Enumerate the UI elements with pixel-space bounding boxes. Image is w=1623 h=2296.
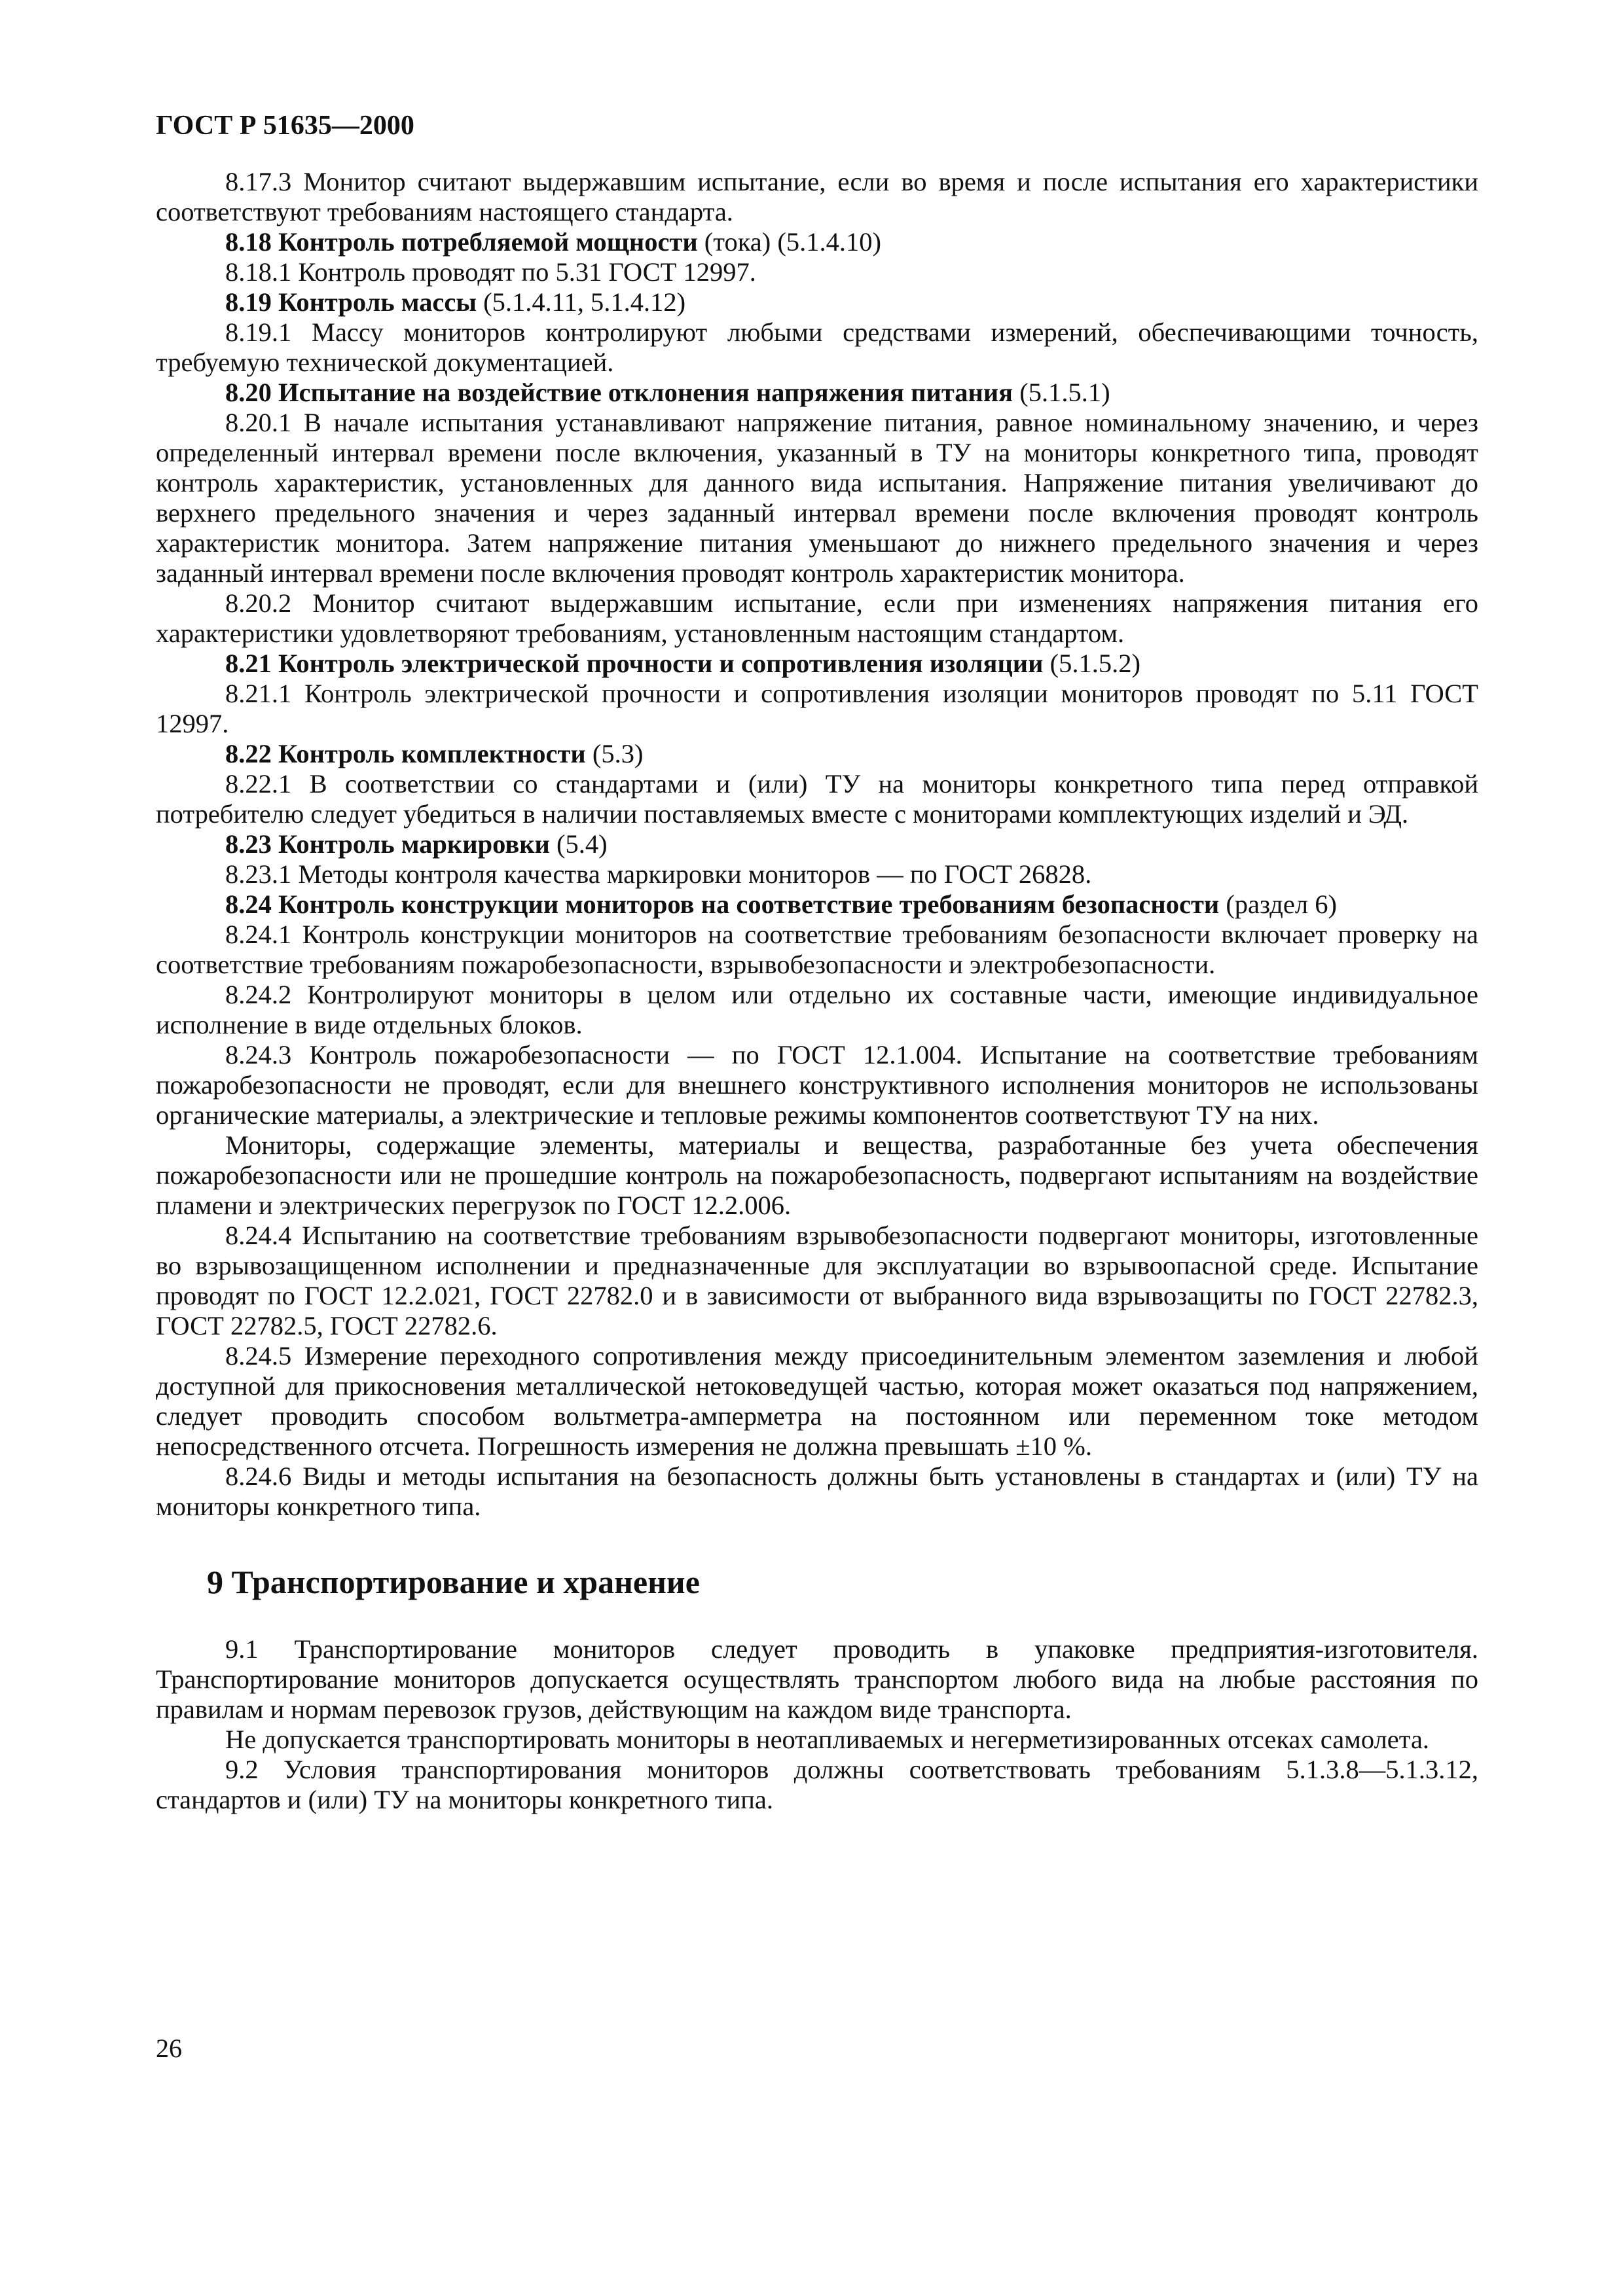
clause-title: Контроль конструкции мониторов на соответствие требованиям безопасности [278,889,1220,919]
clause-number: 8.18 [225,227,272,257]
clause-8-24-2: 8.24.2 Контролируют мониторы в целом или отдельно их составные части, имеющие индивидуальное исполнение в виде отдельных блоков. [156,980,1478,1039]
clause-title: Контроль электрической прочности и сопротивления изоляции [278,649,1044,678]
clause-reference: (тока) (5.1.4.10) [704,227,881,257]
clause-8-24-3: 8.24.3 Контроль пожаробезопасности — по ГОСТ 12.1.004. Испытание на соответствие требованиям пожаробезопасности не проводят, если для внешнего конструктивного исполнения мониторов не использованы органические материалы, а электрические и тепловые режимы компонентов соответствуют ТУ на них. [156,1040,1478,1130]
clause-8-20-1: 8.20.1 В начале испытания устанавливают напряжение питания, равное номинальному значению, и через определенный интервал времени после включения, указанный в ТУ на мониторы конкретного типа, проводят контроль характеристик, установленных для данного вида испытания. Напряжение питания увеличивают до верхнего предельного значения и через заданный интервал времени после включения проводят контроль характеристик монитора. Затем напряжение питания уменьшают до нижнего предельного значения и через заданный интервал времени после включения проводят контроль характеристик монитора. [156,408,1478,588]
clause-title: Испытание на воздействие отклонения напряжения питания [278,378,1013,407]
clause-8-18-1: 8.18.1 Контроль проводят по 5.31 ГОСТ 12997. [225,257,756,287]
clause-heading-8-24 [156,889,1478,920]
clause-8-21-1: 8.21.1 Контроль электрической прочности и сопротивления изоляции мониторов проводят по 5.11 ГОСТ 12997. [156,679,1478,738]
page-content [156,167,1478,1815]
clause-8-24-3-continued: Мониторы, содержащие элементы, материалы и вещества, разработанные без учета обеспечения пожаробезопасности или не прошедшие контроль на пожаробезопасность, подвергают испытаниям на воздействие пламени и электрических перегрузок по ГОСТ 12.2.006. [156,1130,1478,1220]
clause-heading-8-21 [156,649,1478,679]
clause-9-1: 9.1 Транспортирование мониторов следует проводить в упаковке предприятия-изготовителя. Транспортирование мониторов допускается осуществлять транспортом любого вида на любые расстояния по правилам и нормам перевозок грузов, действующим на каждом виде транспорта. [156,1634,1478,1724]
clause-9-2: 9.2 Условия транспортирования мониторов должны соответствовать требованиям 5.1.3.8—5.1.3.12, стандартов и (или) ТУ на мониторы конкретного типа. [156,1755,1478,1814]
clause-reference: (5.3) [592,739,644,768]
clause-8-24-5: 8.24.5 Измерение переходного сопротивления между присоединительным элементом заземления и любой доступной для прикосновения металлической нетоковедущей частью, которая может оказаться под напряжением, следует проводить способом вольтметра-амперметра на постоянном или переменном токе методом непосредственного отсчета. Погрешность измерения не должна превышать ±10 %. [156,1341,1478,1461]
clause-9-1-continued: Не допускается транспортировать мониторы в неотапливаемых и негерметизированных отсеках самолета. [225,1725,1430,1754]
clause-title: Контроль потребляемой мощности [278,227,698,257]
page-number: 26 [156,2034,182,2063]
clause-8-23-1: 8.23.1 Методы контроля качества маркировки мониторов — по ГОСТ 26828. [225,859,1092,889]
clause-8-19-1: 8.19.1 Массу мониторов контролируют любыми средствами измерений, обеспечивающими точность, требуемую технической документацией. [156,317,1478,377]
clause-reference: (5.1.5.2) [1049,649,1140,678]
clause-8-20-2: 8.20.2 Монитор считают выдержавшим испытание, если при изменениях напряжения питания его характеристики удовлетворяют требованиям, установленным настоящим стандартом. [156,588,1478,648]
clause-8-24-1: 8.24.1 Контроль конструкции мониторов на соответствие требованиям безопасности включает проверку на соответствие требованиям пожаробезопасности, взрывобезопасности и электробезопасности. [156,920,1478,979]
clause-title: Контроль маркировки [278,829,550,859]
clause-8-22-1: 8.22.1 В соответствии со стандартами и (или) ТУ на мониторы конкретного типа перед отправкой потребителю следует убедиться в наличии поставляемых вместе с мониторами комплектующих изделий и ЭД. [156,769,1478,829]
clause-title: Контроль массы [278,287,477,317]
clause-number: 8.19 [225,287,272,317]
section-heading-9: 9 Транспортирование и хранение [207,1564,700,1600]
clause-heading-8-23 [156,829,1478,859]
clause-reference: (5.1.5.1) [1019,378,1110,407]
clause-number: 8.23 [225,829,272,859]
clause-number: 8.20 [225,378,272,407]
clause-8-17-3: 8.17.3 Монитор считают выдержавшим испытание, если во время и после испытания его характеристики соответствуют требованиям настоящего стандарта. [156,167,1478,226]
clause-reference: (5.4) [556,829,608,859]
clause-heading-8-20 [156,378,1478,408]
document-header: ГОСТ Р 51635—2000 [156,111,414,141]
clause-reference: (раздел 6) [1226,889,1337,919]
clause-number: 8.21 [225,649,272,678]
clause-reference: (5.1.4.11, 5.1.4.12) [483,287,686,317]
clause-heading-8-18 [156,227,1478,257]
clause-title: Контроль комплектности [278,739,586,768]
clause-heading-8-19 [156,287,1478,317]
clause-8-24-4: 8.24.4 Испытанию на соответствие требованиям взрывобезопасности подвергают мониторы, изготовленные во взрывозащищенном исполнении и предназначенные для эксплуатации во взрывоопасной среде. Испытание проводят по ГОСТ 12.2.021, ГОСТ 22782.0 и в зависимости от выбранного вида взрывозащиты по ГОСТ 22782.3, ГОСТ 22782.5, ГОСТ 22782.6. [156,1221,1478,1340]
clause-number: 8.24 [225,889,272,919]
clause-8-24-6: 8.24.6 Виды и методы испытания на безопасность должны быть установлены в стандартах и (или) ТУ на мониторы конкретного типа. [156,1462,1478,1521]
clause-number: 8.22 [225,739,272,768]
clause-heading-8-22 [156,739,1478,769]
